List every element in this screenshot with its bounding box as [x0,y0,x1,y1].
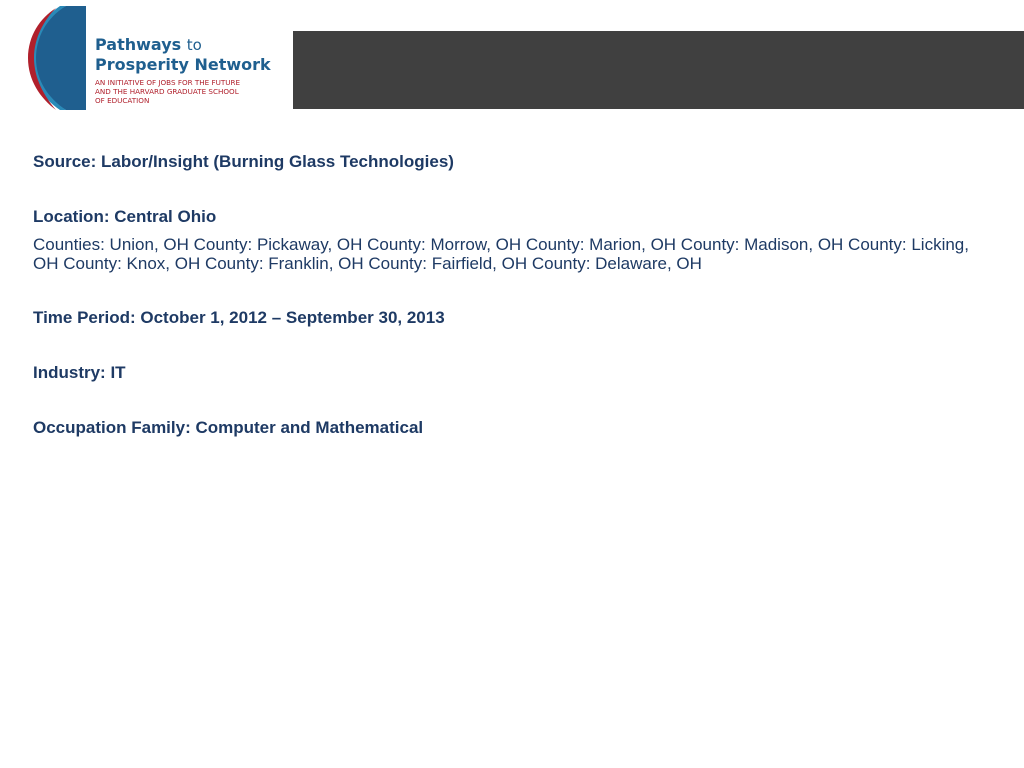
logo-name-line1 [95,35,291,55]
location-line: Location: Central Ohio [33,207,217,226]
logo-tagline-line3: OF EDUCATION [95,96,150,105]
logo-tagline-line2: AND THE HARVARD GRADUATE SCHOOL [95,87,239,96]
source-line: Source: Labor/Insight (Burning Glass Technologies) [33,152,454,171]
slide-content [33,152,993,438]
logo-word-pathways: Pathways [95,35,182,54]
logo-tagline-line1: AN INITIATIVE OF JOBS FOR THE FUTURE [95,78,241,87]
logo-name-line2: Prosperity Network [95,55,271,74]
logo-tagline [95,78,291,105]
industry-line: Industry: IT [33,363,126,382]
logo-text [95,35,291,105]
time-period-line: Time Period: October 1, 2012 – September 30, 2013 [33,308,445,327]
logo-word-to: to [186,36,202,54]
logo-mark-icon [26,6,90,112]
logo [0,0,293,109]
occupation-family-line: Occupation Family: Computer and Mathematical [33,418,424,437]
counties-line: Counties: Union, OH County: Pickaway, OH County: Morrow, OH County: Marion, OH County: Madison, OH County: Licking, OH County: Knox, OH County: Franklin, OH County: Fairfield, OH County: Delaware, OH [33,235,969,273]
